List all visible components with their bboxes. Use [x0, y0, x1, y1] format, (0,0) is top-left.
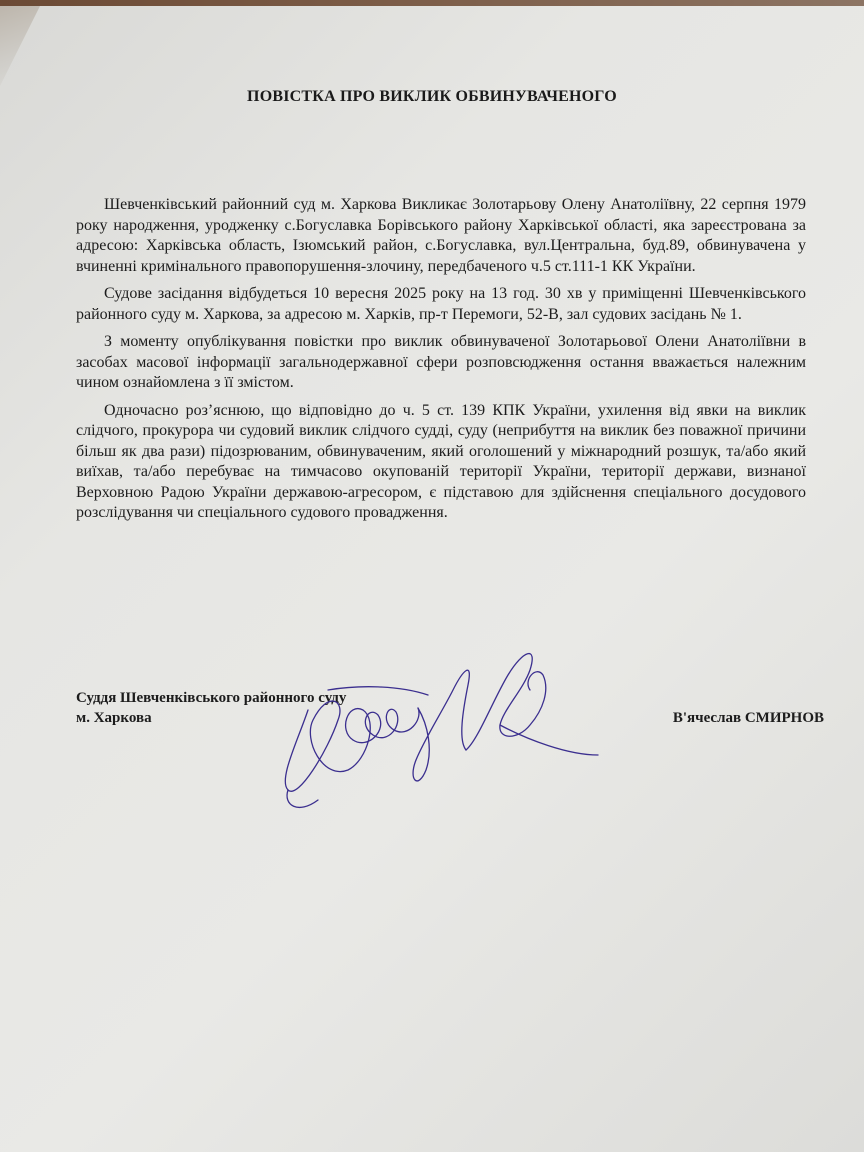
- paragraph-summons: Шевченківський районний суд м. Харкова Викликає Золотарьову Олену Анатоліївну, 22 серпня 1979 року народження, уродженку с.Богуславка Борівського району Харківської області, яка зареєстрована за адресою: Харківська область, Ізюмський район, с.Богуславка, вул.Центральна, буд.89, обвинувачена у вчиненні кримінального правопорушення-злочину, передбаченого ч.5 ст.111-1 КК України.: [76, 196, 806, 275]
- signatory-position-line2: м. Харкова: [76, 710, 152, 726]
- signatory-position-line1: Суддя Шевченківського районного суду: [76, 690, 347, 706]
- paragraph-explanation: Одночасно роз’яснюю, що відповідно до ч. 5 ст. 139 КПК України, ухилення від явки на виклик слідчого, прокурора чи судовий виклик слідчого судді, суду (неприбуття на виклик без поважної причини більш як два рази) підозрюваним, обвинуваченим, який оголошений у міжнародний розшук, та/або який виїхав, та/або перебуває на тимчасово окупованій території України, території держави, визнаної Верховною Радою України державою-агресором, є підставою для здійснення спеціального досудового розслідування чи спеціального судового провадження.: [76, 401, 806, 521]
- document-sheet: [0, 6, 864, 1152]
- paragraph-publication: З моменту опублікування повістки про виклик обвинуваченої Золотарьової Олени Анатоліївни в засобах масової інформації загальнодержавної сфери розповсюдження остання вважається належним чином ознайомлена з її змістом.: [76, 333, 806, 391]
- signatory-name: В'ячеслав СМИРНОВ: [672, 710, 824, 726]
- document-body: [76, 195, 806, 531]
- document-title: ПОВІСТКА ПРО ВИКЛИК ОБВИНУВАЧЕНОГО: [247, 88, 617, 105]
- handwritten-signature: [268, 630, 608, 830]
- paragraph-hearing: Судове засідання відбудеться 10 вересня 2025 року на 13 год. 30 хв у приміщенні Шевченківського районного суду м. Харкова, за адресою м. Харків, пр-т Перемоги, 52-В, зал судових засідань № 1.: [76, 285, 806, 323]
- paper-corner-fold: [0, 6, 40, 86]
